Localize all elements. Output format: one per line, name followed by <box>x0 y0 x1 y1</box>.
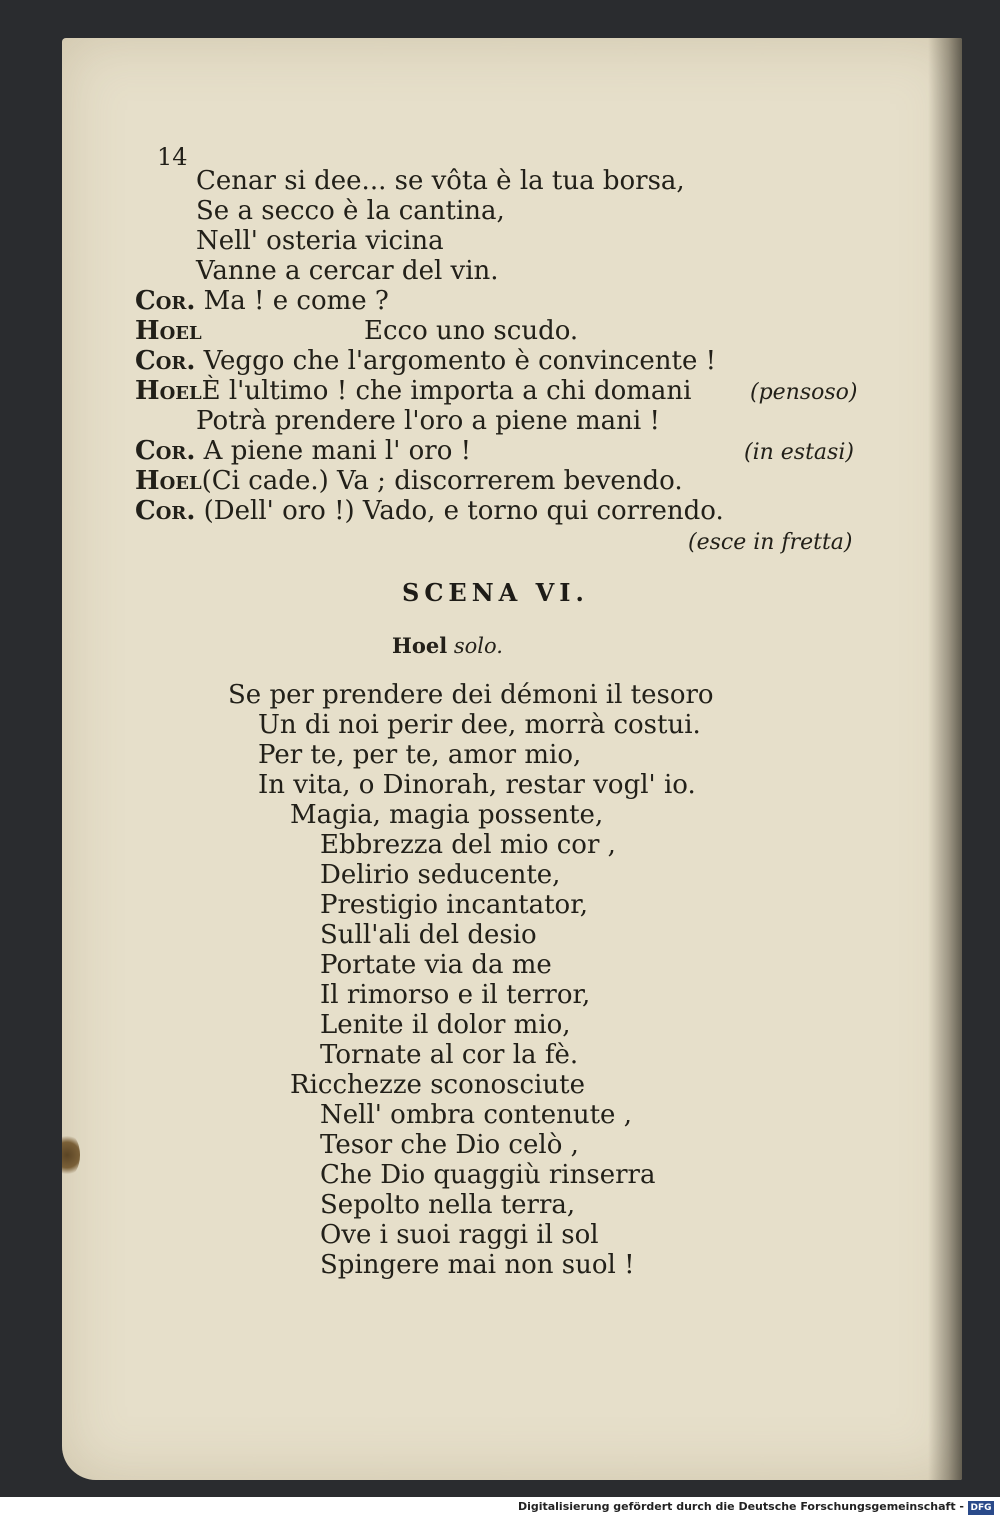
dialogue-line: Hoel(Ci cade.) Va ; discorrerem bevendo. <box>135 466 683 496</box>
verse-line: Nell' ombra contenute , <box>320 1100 632 1130</box>
foxing-stain <box>62 1133 80 1177</box>
speaker-label: Cor. <box>135 496 196 526</box>
speaker-label: Cor. <box>135 286 196 316</box>
speaker-label: Hoel <box>135 376 202 406</box>
speaker-label: Cor. <box>135 436 196 466</box>
dialogue-line: Potrà prendere l'oro a piene mani ! <box>196 406 660 436</box>
verse-line: Sull'ali del desio <box>320 920 537 950</box>
stage-direction: (in estasi) <box>744 440 854 465</box>
speaker-label: Hoel <box>135 466 202 496</box>
dfg-logo-icon: DFG <box>968 1501 994 1515</box>
verse-line: Ove i suoi raggi il sol <box>320 1220 599 1250</box>
dialogue-text: Ecco uno scudo. <box>364 316 579 346</box>
character-name: Hoel <box>392 633 448 658</box>
verse-line: Tornate al cor la fè. <box>320 1040 579 1070</box>
verse-line: In vita, o Dinorah, restar vogl' io. <box>258 770 696 800</box>
verse-line: Ebbrezza del mio cor , <box>320 830 616 860</box>
verse-line: Per te, per te, amor mio, <box>258 740 582 770</box>
dialogue-line: Vanne a cercar del vin. <box>196 256 499 286</box>
verse-line: Delirio seducente, <box>320 860 561 890</box>
verse-line: Lenite il dolor mio, <box>320 1010 571 1040</box>
speaker-label: Hoel <box>135 316 202 346</box>
verse-line: Spingere mai non suol ! <box>320 1250 635 1280</box>
character-role: solo. <box>453 634 503 658</box>
dialogue-line: Se a secco è la cantina, <box>196 196 505 226</box>
dialogue-line: Nell' osteria vicina <box>196 226 444 256</box>
gutter-shadow <box>928 38 962 1480</box>
verse-line: Se per prendere dei démoni il tesoro <box>228 680 714 710</box>
verse-line: Ricchezze sconosciute <box>290 1070 585 1100</box>
verse-line: Che Dio quaggiù rinserra <box>320 1160 656 1190</box>
verse-line: Magia, magia possente, <box>290 800 604 830</box>
verse-line: Portate via da me <box>320 950 552 980</box>
dialogue-line: Cor. Veggo che l'argomento è convincente ! <box>135 346 717 376</box>
verse-line: Prestigio incantator, <box>320 890 589 920</box>
dialogue-line: Cor. Ma ! e come ? <box>135 286 389 316</box>
dialogue-line: HoelÈ l'ultimo ! che importa a chi domani <box>135 376 692 406</box>
dialogue-line <box>135 316 202 346</box>
character-heading <box>392 633 503 658</box>
page-number: 14 <box>157 143 188 171</box>
verse-line: Tesor che Dio celò , <box>320 1130 579 1160</box>
stage-direction: (esce in fretta) <box>688 530 853 555</box>
dialogue-line: Cenar si dee... se vôta è la tua borsa, <box>196 166 685 196</box>
speaker-label: Cor. <box>135 346 196 376</box>
dialogue-line: Cor. A piene mani l' oro ! <box>135 436 472 466</box>
stage-direction: (pensoso) <box>750 380 858 405</box>
scene-title: SCENA VI. <box>402 578 589 607</box>
book-page <box>62 38 962 1480</box>
digitization-credit: Digitalisierung gefördert durch die Deutsche Forschungsgemeinschaft - <box>517 1500 964 1513</box>
dialogue-line: Cor. (Dell' oro !) Vado, e torno qui correndo. <box>135 496 724 526</box>
verse-line: Un di noi perir dee, morrà costui. <box>258 710 701 740</box>
verse-line: Il rimorso e il terror, <box>320 980 591 1010</box>
verse-line: Sepolto nella terra, <box>320 1190 576 1220</box>
